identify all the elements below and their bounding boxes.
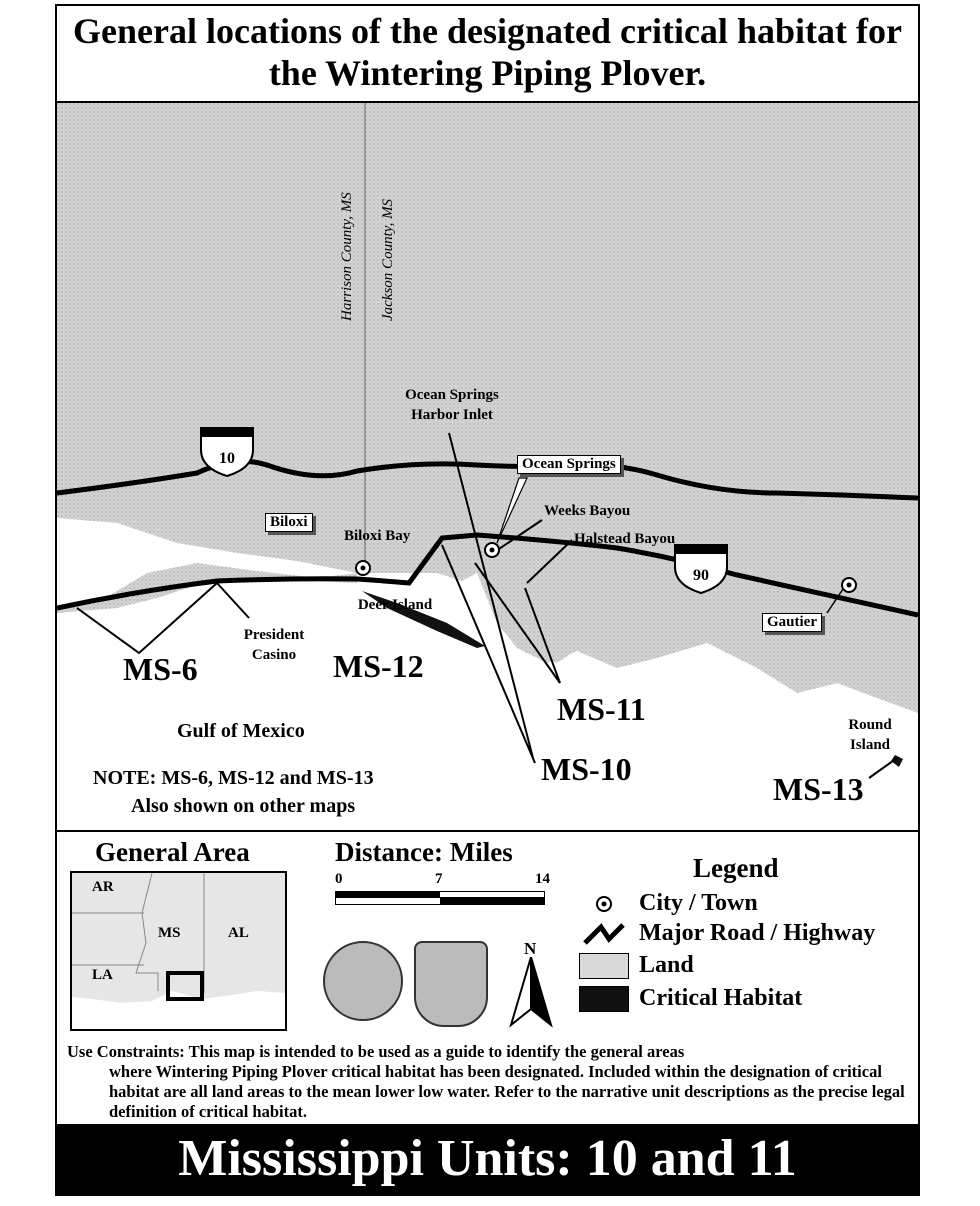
north-arrow-icon [509, 957, 553, 1029]
map-title: General locations of the designated critical habitat for the Wintering Piping Plover. [73, 11, 902, 93]
legend-row-city [579, 890, 758, 917]
map-sheet [55, 4, 920, 1196]
fish-and-wildlife-logo [414, 941, 488, 1027]
label-gulf-of-mexico: Gulf of Mexico [177, 720, 305, 742]
inset-map-canvas [72, 873, 285, 1029]
interstate-90-number: 90 [693, 567, 709, 584]
inset-label-al: AL [228, 925, 249, 941]
county-label-jackson: Jackson County, MS [380, 198, 396, 321]
scale-tick-0: 0 [335, 871, 343, 887]
legend-label-city: City / Town [639, 890, 758, 916]
interior-department-seal [323, 941, 403, 1021]
land-swatch [579, 953, 629, 979]
unit-label-ms10: MS-10 [541, 751, 632, 787]
label-round-island: Round Island [848, 717, 892, 753]
legend-row-land [579, 952, 694, 979]
legend-row-habitat [579, 985, 802, 1012]
label-biloxi: Biloxi [265, 513, 313, 532]
distance-heading: Distance: Miles [335, 837, 513, 867]
use-constraints-rest: where Wintering Piping Plover critical habitat has been designated. Included within the designation of critical habitat are all land areas to the mean lower low water. Refer to the narrative unit descriptions as the precise legal definition of critical habitat. [109, 1062, 905, 1121]
road-line-icon [579, 921, 629, 947]
inset-label-ms: MS [158, 925, 181, 941]
habitat-swatch [579, 986, 629, 1012]
label-ocean-springs-harbor-inlet: Ocean Springs Harbor Inlet [405, 387, 499, 423]
unit-label-ms12: MS-12 [333, 648, 424, 684]
use-constraints-lead: Use Constraints: This map is intended to be used as a guide to identify the general areas [67, 1042, 685, 1061]
legend-label-land: Land [639, 952, 694, 978]
label-ocean-springs: Ocean Springs [517, 455, 621, 474]
unit-label-ms11: MS-11 [557, 691, 646, 727]
units-banner: Mississippi Units: 10 and 11 [57, 1124, 918, 1194]
unit-label-ms13: MS-13 [773, 771, 864, 807]
city-gautier-marker [842, 578, 856, 592]
label-halstead-bayou: Halstead Bayou [574, 531, 676, 547]
general-area-inset-map [70, 871, 287, 1031]
label-weeks-bayou: Weeks Bayou [544, 503, 631, 519]
inset-label-ar: AR [92, 879, 114, 895]
legend-label-road: Major Road / Highway [639, 920, 876, 946]
label-biloxi-bay: Biloxi Bay [344, 528, 411, 544]
legend-heading: Legend [693, 853, 779, 883]
city-dot-icon [579, 891, 629, 917]
interstate-10-number: 10 [219, 450, 235, 467]
legend-row-road [579, 920, 875, 947]
city-ocean-springs-marker [485, 543, 499, 557]
map-note-line2: Also shown on other maps [131, 795, 356, 817]
county-label-harrison: Harrison County, MS [339, 192, 355, 321]
map-note-line1: NOTE: MS-6, MS-12 and MS-13 [93, 767, 374, 789]
inset-label-la: LA [92, 967, 113, 983]
label-president-casino: President Casino [243, 627, 305, 663]
general-area-heading: General Area [95, 837, 250, 867]
map-footer-panel [57, 835, 918, 1125]
scale-bar [335, 891, 545, 905]
unit-label-ms6: MS-6 [123, 651, 198, 687]
use-constraints-text [67, 1042, 907, 1122]
north-arrow-label: N [524, 939, 537, 958]
legend-label-habitat: Critical Habitat [639, 985, 803, 1011]
scale-tick-7: 7 [435, 871, 443, 887]
main-map[interactable] [57, 101, 918, 832]
label-deer-island: Deer Island [357, 597, 433, 613]
scale-tick-14: 14 [535, 871, 550, 887]
label-gautier: Gautier [762, 613, 822, 632]
city-biloxi-marker [356, 561, 370, 575]
biloxi-peninsula-shape [57, 563, 357, 613]
